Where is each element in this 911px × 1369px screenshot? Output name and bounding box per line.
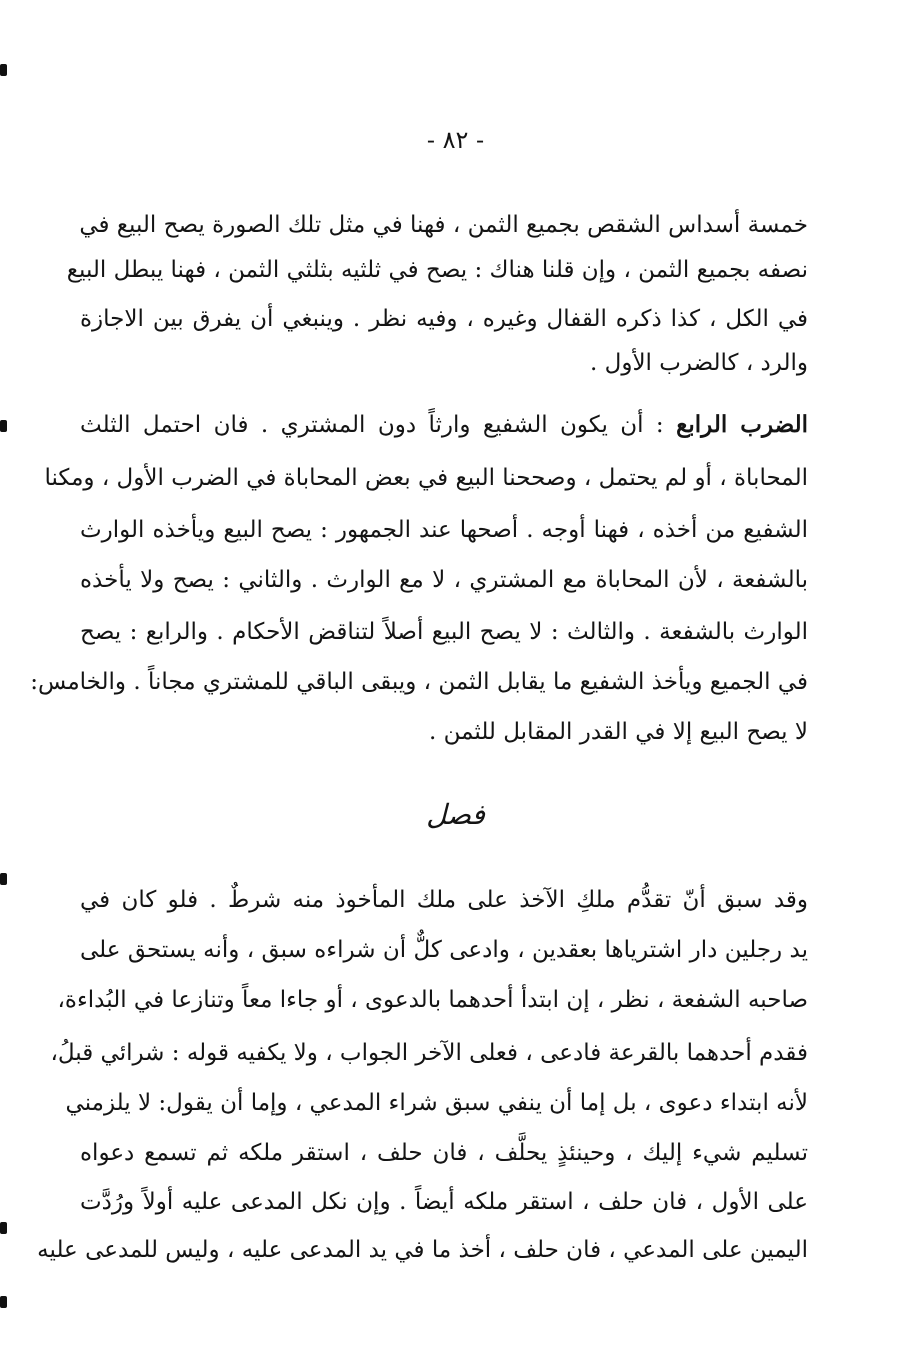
- page-number: - ٨٢ -: [426, 126, 485, 154]
- text-line: بالشفعة ، لأن المحاباة مع المشتري ، لا مع الوارث . والثاني : يصح ولا يأخذه: [80, 567, 808, 593]
- text-line: اليمين على المدعي ، فان حلف ، أخذ ما في يد المدعى عليه ، وليس للمدعى عليه: [37, 1237, 808, 1263]
- text-line: خمسة أسداس الشقص بجميع الثمن ، فهنا في مثل تلك الصورة يصح البيع في: [79, 212, 808, 238]
- text-line: والرد ، كالضرب الأول .: [590, 350, 808, 376]
- text-span: : أن يكون الشفيع وارثاً دون المشتري . فان احتمل الثلث: [80, 412, 677, 438]
- margin-mark: [0, 64, 7, 76]
- text-line: وقد سبق أنّ تقدُّم ملكِ الآخذ على ملك المأخوذ منه شرطٌ . فلو كان في: [80, 887, 808, 913]
- text-line: المحاباة ، أو لم يحتمل ، وصححنا البيع في بعض المحاباة في الضرب الأول ، ومكنا: [44, 465, 808, 491]
- margin-mark: [0, 1296, 7, 1308]
- margin-mark: [0, 420, 7, 432]
- text-line: الوارث بالشفعة . والثالث : لا يصح البيع أصلاً لتناقض الأحكام . والرابع : يصح: [80, 619, 808, 645]
- section-lead: الضرب الرابع: [676, 411, 808, 438]
- text-line: على الأول ، فان حلف ، استقر ملكه أيضاً . وإن نكل المدعى عليه أولاً ورُدَّت: [80, 1189, 808, 1215]
- margin-mark: [0, 873, 7, 885]
- text-line: [80, 405, 808, 445]
- text-line: تسليم شيء إليك ، وحينئذٍ يحلَّف ، فان حلف ، استقر ملكه ثم تسمع دعواه: [80, 1140, 808, 1166]
- text-line: في الجميع ويأخذ الشفيع ما يقابل الثمن ، ويبقى الباقي للمشتري مجاناً . والخامس:: [30, 669, 808, 695]
- text-line: لأنه ابتداء دعوى ، بل إما أن ينفي سبق شراء المدعي ، وإما أن يقول: لا يلزمني: [65, 1090, 808, 1116]
- text-line: صاحبه الشفعة ، نظر ، إن ابتدأ أحدهما بالدعوى ، أو جاءا معاً وتنازعا في البُداءة،: [57, 987, 808, 1013]
- text-line: لا يصح البيع إلا في القدر المقابل للثمن .: [428, 719, 808, 745]
- text-line: يد رجلين دار اشترياها بعقدين ، وادعى كلٌّ أن شراءه سبق ، وأنه يستحق على: [80, 937, 808, 963]
- margin-mark: [0, 1222, 7, 1234]
- text-line: الشفيع من أخذه ، فهنا أوجه . أصحها عند الجمهور : يصح البيع ويأخذه الوارث: [80, 517, 808, 543]
- text-line: في الكل ، كذا ذكره القفال وغيره ، وفيه نظر . وينبغي أن يفرق بين الاجازة: [80, 306, 808, 332]
- section-heading: فصل: [426, 798, 485, 831]
- text-line: نصفه بجميع الثمن ، وإن قلنا هناك : يصح في ثلثيه بثلثي الثمن ، فهنا يبطل البيع: [66, 257, 808, 283]
- text-line: فقدم أحدهما بالقرعة فادعى ، فعلى الآخر الجواب ، ولا يكفيه قوله : شرائي قبلُ،: [50, 1040, 808, 1066]
